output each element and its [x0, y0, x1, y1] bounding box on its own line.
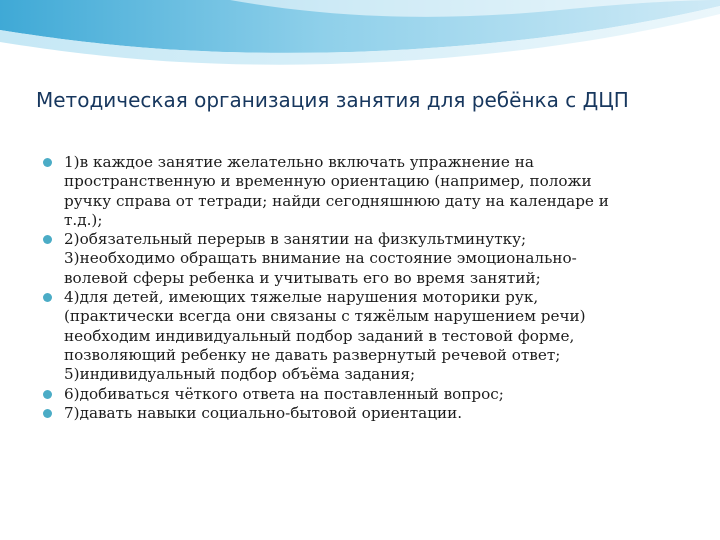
bullet-text-line: 5)индивидуальный подбор объёма задания;: [64, 365, 416, 384]
bullet-text-line: 1)в каждое занятие желательно включать упражнение на: [64, 153, 534, 171]
bullet-text-line: ручку справа от тетради; найди сегодняшнюю дату на календаре и: [64, 191, 609, 210]
bullet-dot-icon: [43, 235, 52, 244]
bullet-dot-icon: [43, 409, 52, 418]
bullet-item: [40, 404, 702, 423]
bullet-dot-icon: [43, 293, 52, 302]
bullet-item: [40, 230, 702, 288]
bullet-item: [40, 385, 702, 404]
bullet-item: [40, 153, 702, 230]
bullet-text-line: 7)давать навыки социально-бытовой ориентации.: [64, 403, 463, 422]
bullet-item: [40, 288, 702, 384]
bullet-dot-icon: [43, 390, 52, 399]
bullet-text-line: 2)обязательный перерыв в занятии на физкультминутку;: [64, 230, 527, 249]
bullet-text-line: волевой сферы ребенка и учитывать его во время занятий;: [64, 268, 541, 287]
bullet-dot-icon: [43, 158, 52, 167]
slide-title: Методическая организация занятия для ребёнка с ДЦП: [36, 88, 629, 112]
bullet-text-line: пространственную и временную ориентацию (например, положи: [64, 172, 592, 191]
bullet-text-line: позволяющий ребенку не давать развернутый речевой ответ;: [64, 345, 561, 364]
bullet-text-line: необходим индивидуальный подбор заданий в тестовой форме,: [64, 326, 575, 345]
bullet-text-line: т.д.);: [64, 210, 103, 229]
bullet-text-line: 4)для детей, имеющих тяжелые нарушения моторики рук,: [64, 288, 539, 307]
bullet-text-line: 6)добиваться чёткого ответа на поставленный вопрос;: [64, 384, 504, 403]
bullet-text-line: 3)необходимо обращать внимание на состояние эмоционально-: [64, 249, 577, 268]
bullet-text-line: (практически всегда они связаны с тяжёлым нарушением речи): [64, 307, 586, 326]
header-wave-decoration: [0, 0, 720, 80]
bullet-list: [40, 153, 702, 423]
